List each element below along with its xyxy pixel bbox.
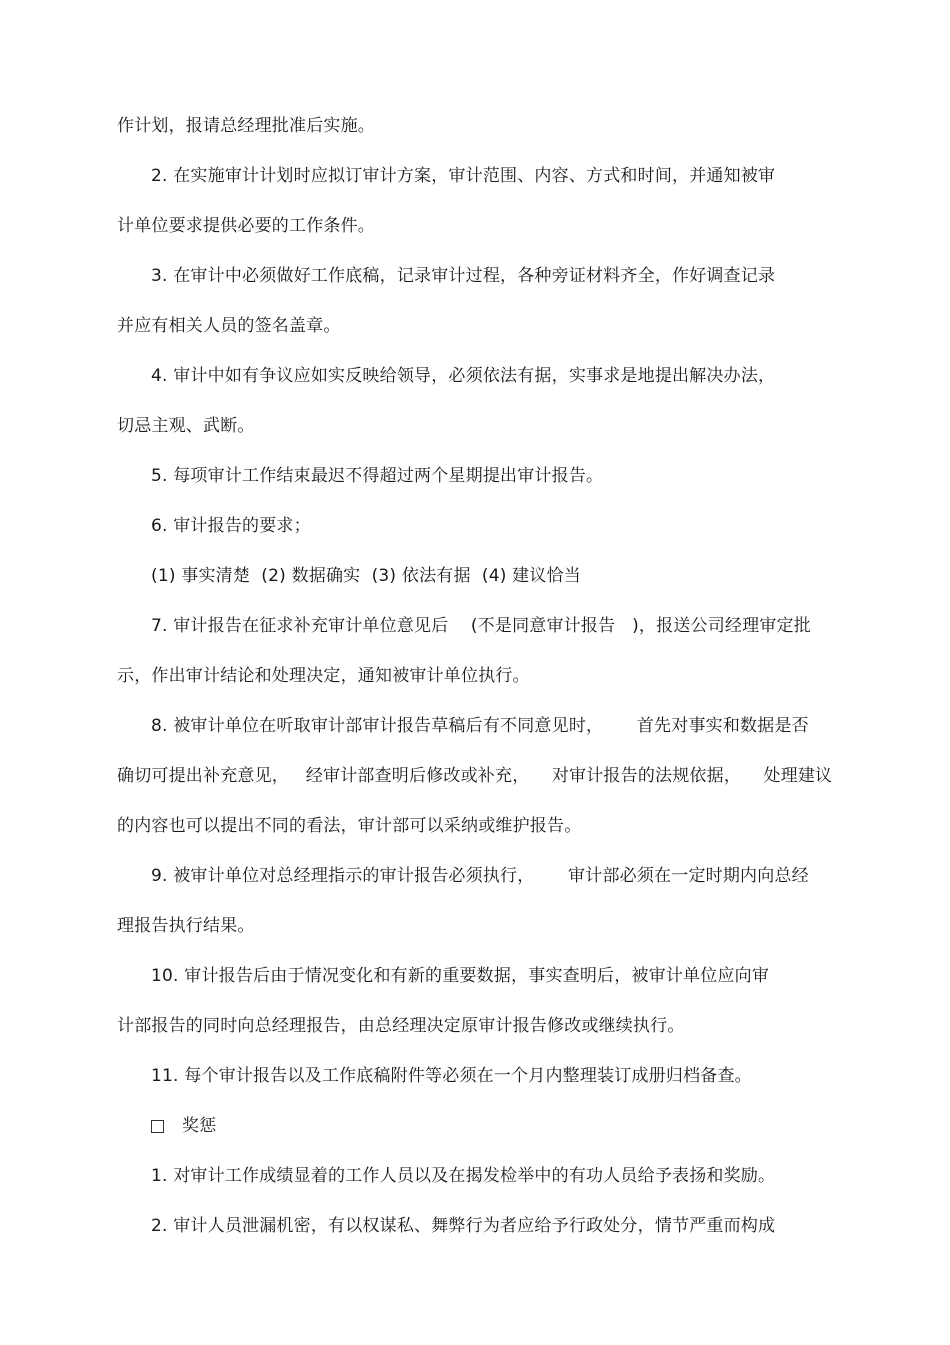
text-line: 理报告执行结果。 <box>117 916 255 936</box>
checkbox-bullet-icon <box>151 1120 164 1133</box>
text-line: 9. 被审计单位对总经理指示的审计报告必须执行， 审计部必须在一定时期内向总经 <box>151 866 809 886</box>
text-line: 1. 对审计工作成绩显着的工作人员以及在揭发检举中的有功人员给予表扬和奖励。 <box>151 1166 776 1186</box>
text-line: 2. 审计人员泄漏机密，有以权谋私、舞弊行为者应给予行政处分，情节严重而构成 <box>151 1216 776 1236</box>
text-line: 示，作出审计结论和处理决定，通知被审计单位执行。 <box>117 666 530 686</box>
text-line: 5. 每项审计工作结束最迟不得超过两个星期提出审计报告。 <box>151 466 604 486</box>
text-line: 10. 审计报告后由于情况变化和有新的重要数据，事实查明后，被审计单位应向审 <box>151 966 770 986</box>
text-line: 3. 在审计中必须做好工作底稿，记录审计过程，各种旁证材料齐全，作好调查记录 <box>151 266 776 286</box>
text-line: 6. 审计报告的要求； <box>151 516 311 536</box>
text-line: 11. 每个审计报告以及工作底稿附件等必须在一个月内整理装订成册归档备查。 <box>151 1066 752 1086</box>
text-line: 作计划，报请总经理批准后实施。 <box>117 116 375 136</box>
text-line: 确切可提出补充意见， 经审计部查明后修改或补充， 对审计报告的法规依据， 处理建议 <box>117 766 833 786</box>
text-line: 切忌主观、武断。 <box>117 416 255 436</box>
text-line: 的内容也可以提出不同的看法，审计部可以采纳或维护报告。 <box>117 816 582 836</box>
text-line: 计单位要求提供必要的工作条件。 <box>117 216 375 236</box>
text-line: 7. 审计报告在征求补充审计单位意见后 (不是同意审计报告 )，报送公司经理审定批 <box>151 616 811 636</box>
text-line: 计部报告的同时向总经理报告，由总经理决定原审计报告修改或继续执行。 <box>117 1016 685 1036</box>
text-line: 并应有相关人员的签名盖章。 <box>117 316 341 336</box>
text-line: (1) 事实清楚 (2) 数据确实 (3) 依法有据 (4) 建议恰当 <box>151 566 581 586</box>
text-line: 8. 被审计单位在听取审计部审计报告草稿后有不同意见时， 首先对事实和数据是否 <box>151 716 809 736</box>
text-line: 4. 审计中如有争议应如实反映给领导，必须依法有据，实事求是地提出解决办法， <box>151 366 776 386</box>
section-heading: 奖惩 <box>182 1116 217 1136</box>
text-line: 2. 在实施审计计划时应拟订审计方案，审计范围、内容、方式和时间，并通知被审 <box>151 166 776 186</box>
